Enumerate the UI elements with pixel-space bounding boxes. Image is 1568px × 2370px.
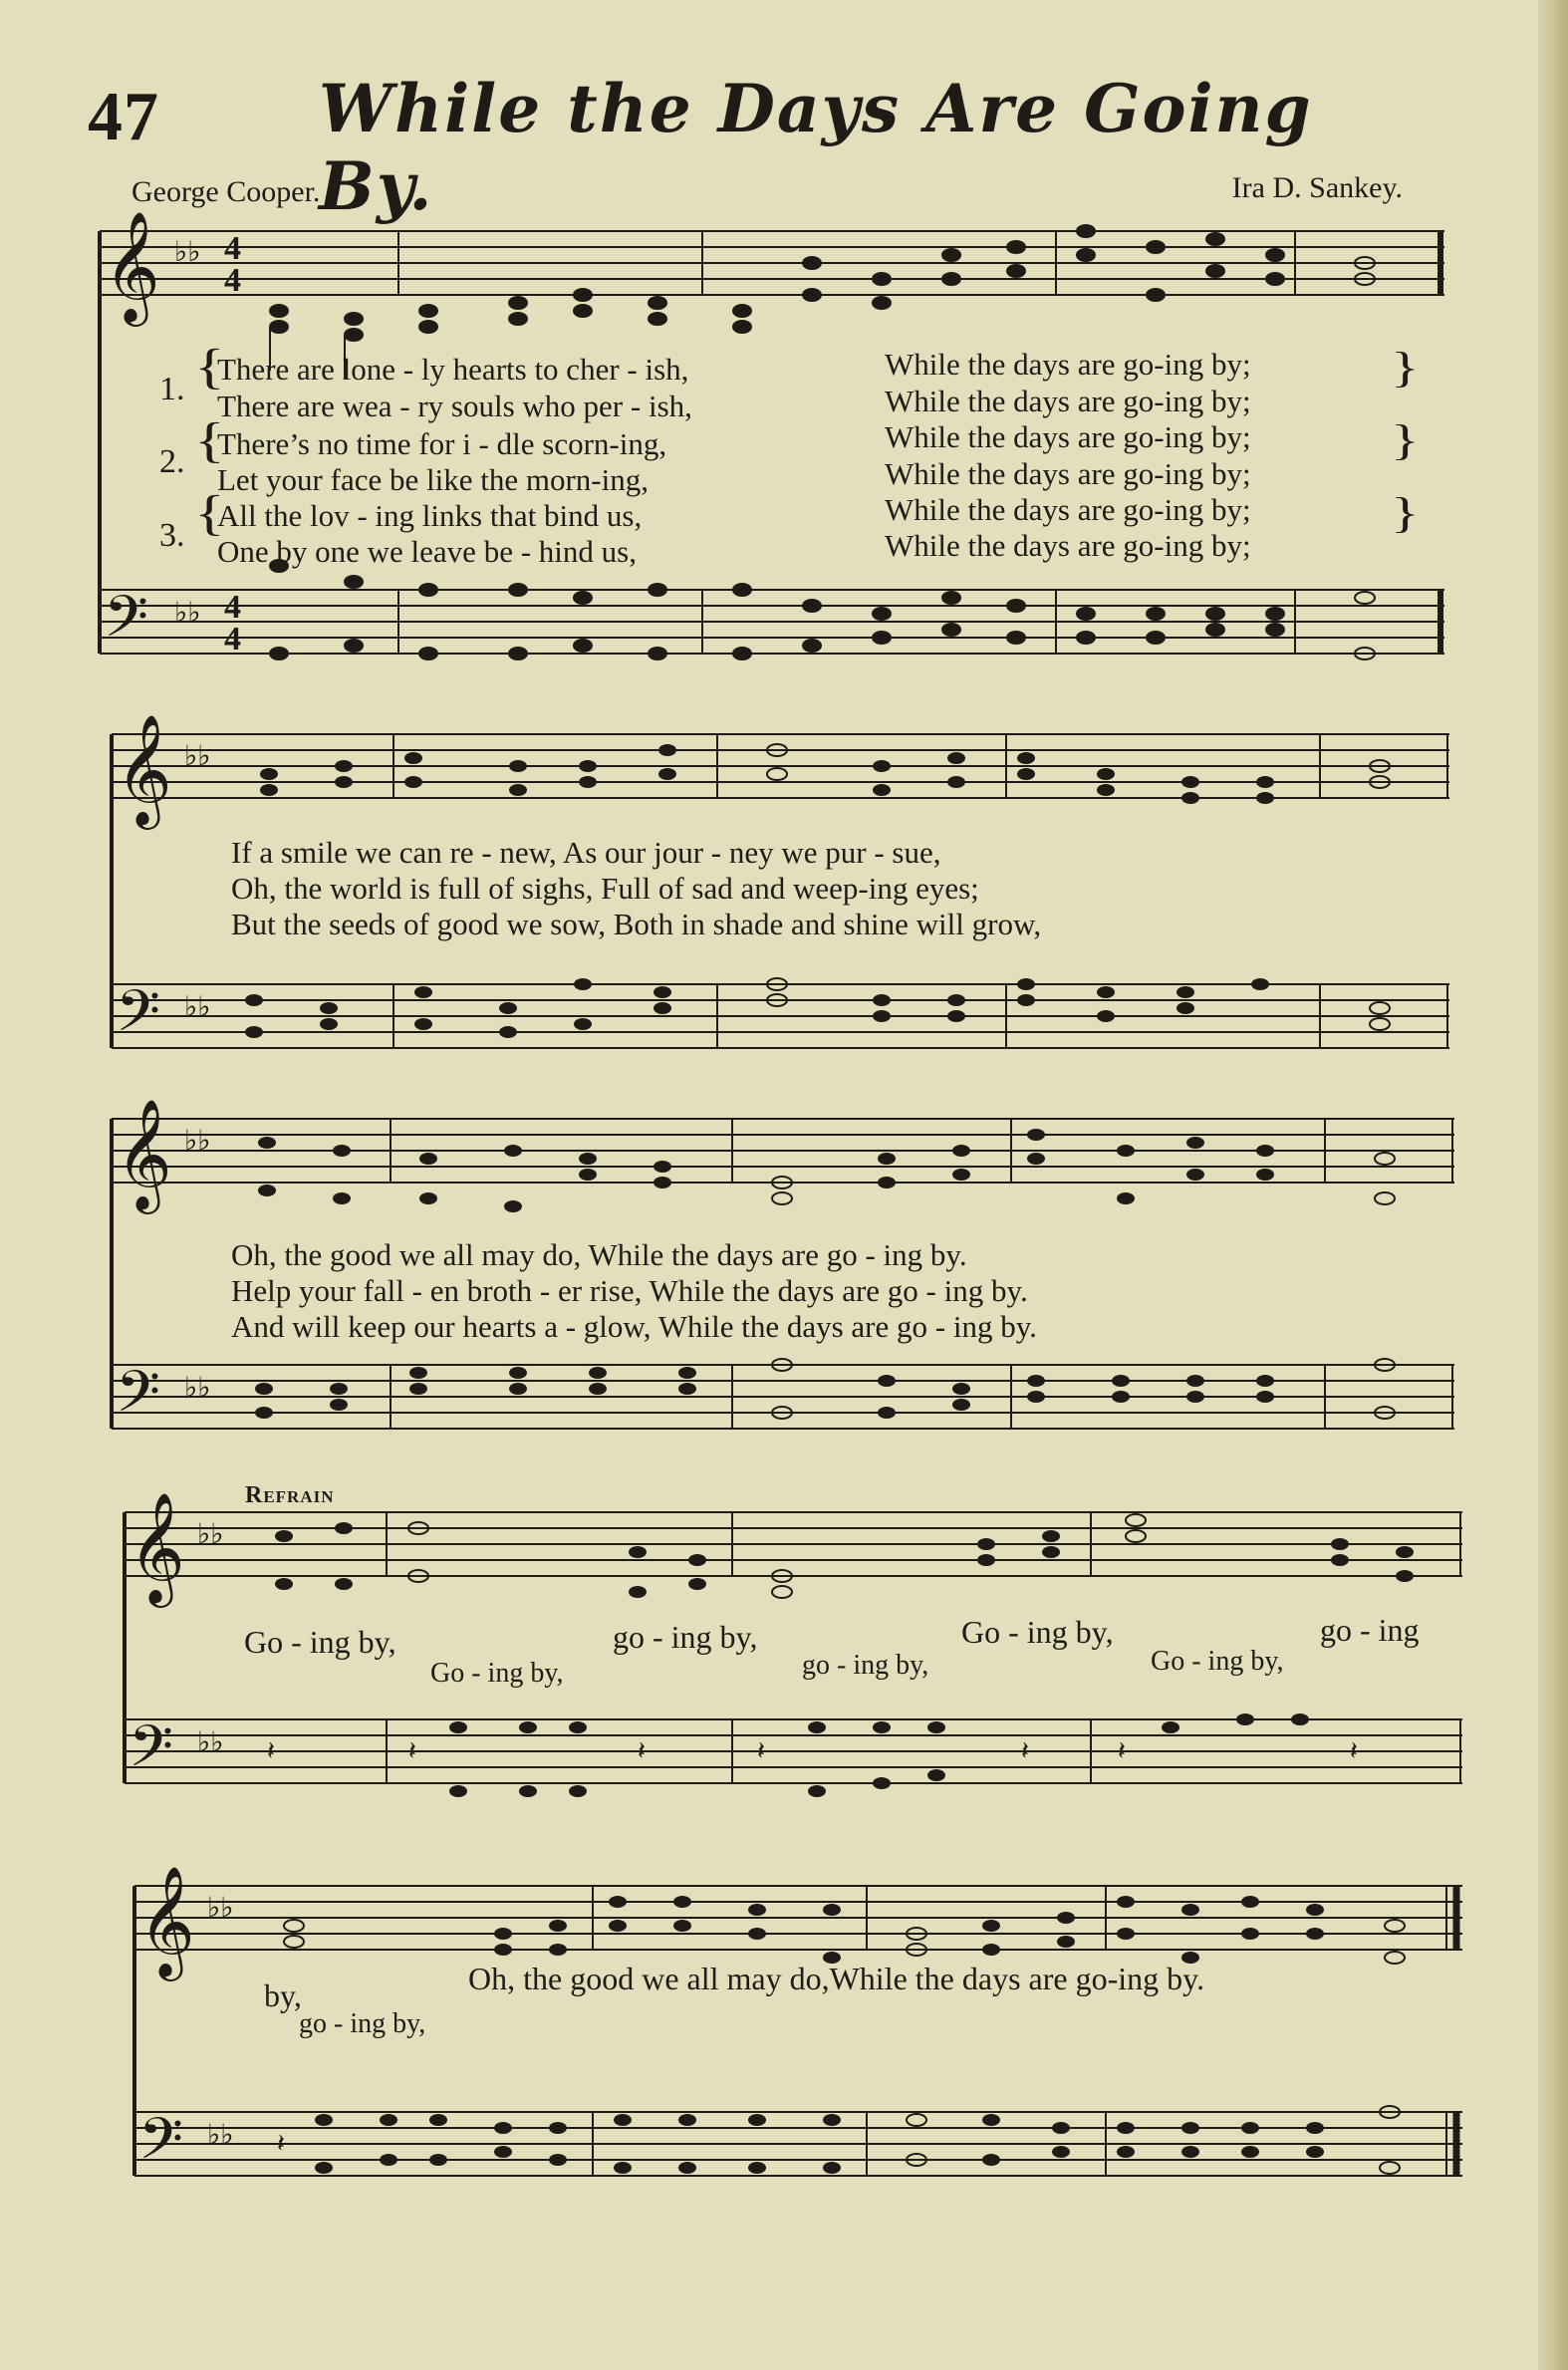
composer: Ira D. Sankey. <box>1231 171 1403 204</box>
final-upper-by: by, <box>264 1977 302 2013</box>
verse-1-line-1: There are lone - ly hearts to cher - ish, <box>217 352 689 387</box>
svg-text:𝄞: 𝄞 <box>116 1098 172 1209</box>
svg-text:𝄢: 𝄢 <box>138 2105 184 2187</box>
svg-text:♭♭: ♭♭ <box>184 1371 211 1404</box>
verse-3-line-2: One by one we leave be - hind us, <box>217 534 637 569</box>
verse-number-1: 1. <box>159 371 185 407</box>
verse-number-3: 3. <box>159 517 185 554</box>
brace-right-3: } <box>1391 488 1420 537</box>
verse-number-2: 2. <box>159 443 185 480</box>
svg-text:♭♭: ♭♭ <box>184 739 211 772</box>
refrain-upper-2: go - ing by, <box>613 1619 758 1655</box>
svg-text:𝄢: 𝄢 <box>129 1712 174 1794</box>
refrain-upper-1: Go - ing by, <box>244 1624 396 1660</box>
svg-text:𝄽: 𝄽 <box>408 1736 416 1766</box>
svg-text:𝄢: 𝄢 <box>116 1358 161 1440</box>
svg-text:♭♭: ♭♭ <box>197 1517 224 1550</box>
line-end-6: While the days are go-ing by; <box>885 528 1251 563</box>
svg-text:4: 4 <box>224 230 241 267</box>
svg-text:𝄢: 𝄢 <box>116 977 161 1059</box>
block-2-line-3: But the seeds of good we sow, Both in shade and shine will grow, <box>231 907 1042 941</box>
verse-3-line-1: All the lov - ing links that bind us, <box>217 498 643 533</box>
line-end-5: While the days are go-ing by; <box>885 492 1251 527</box>
line-end-2: While the days are go-ing by; <box>885 384 1251 418</box>
svg-text:♭♭: ♭♭ <box>207 1891 234 1924</box>
svg-text:𝄽: 𝄽 <box>1118 1736 1126 1766</box>
refrain-lower-2: go - ing by, <box>802 1650 929 1681</box>
svg-text:𝄞: 𝄞 <box>116 713 172 825</box>
svg-text:♭♭: ♭♭ <box>184 990 211 1023</box>
verse-2-line-1: There’s no time for i - dle scorn-ing, <box>217 426 667 461</box>
brace-right-2: } <box>1391 415 1420 464</box>
svg-text:𝄞: 𝄞 <box>104 210 160 322</box>
refrain-lower-3: Go - ing by, <box>1151 1646 1284 1677</box>
verse-1-line-2: There are wea - ry souls who per - ish, <box>217 389 692 423</box>
refrain-lower-1: Go - ing by, <box>430 1658 564 1689</box>
block-2-line-1: If a smile we can re - new, As our jour - ney we pur - sue, <box>231 835 941 870</box>
line-end-4: While the days are go-ing by; <box>885 456 1251 491</box>
block-3-line-2: Help your fall - en broth - er rise, While the days are go - ing by. <box>231 1273 1028 1308</box>
svg-text:♭♭: ♭♭ <box>197 1725 224 1758</box>
svg-text:♭♭: ♭♭ <box>174 596 201 629</box>
line-end-3: While the days are go-ing by; <box>885 419 1251 454</box>
hymn-title: While the Days Are Going By. <box>319 70 1313 225</box>
refrain-upper-4: go - ing <box>1320 1612 1420 1648</box>
hymn-number: 47 <box>88 79 159 155</box>
svg-text:𝄽: 𝄽 <box>267 1736 275 1766</box>
refrain-upper-3: Go - ing by, <box>961 1614 1114 1650</box>
svg-text:𝄽: 𝄽 <box>638 1736 646 1766</box>
block-3-line-1: Oh, the good we all may do, While the days are go - ing by. <box>231 1237 967 1272</box>
svg-text:♭♭: ♭♭ <box>184 1124 211 1157</box>
svg-text:♭♭: ♭♭ <box>207 2118 234 2151</box>
block-3-line-3: And will keep our hearts a - glow, While the days are go - ing by. <box>231 1309 1037 1344</box>
svg-text:𝄢: 𝄢 <box>104 583 149 664</box>
brace-verse-3: { <box>194 484 225 541</box>
final-main-line: Oh, the good we all may do,While the days are go-ing by. <box>468 1961 1205 1996</box>
svg-text:4: 4 <box>224 589 241 626</box>
svg-text:♭♭: ♭♭ <box>174 235 201 268</box>
svg-text:𝄞: 𝄞 <box>129 1491 185 1603</box>
brace-verse-1: { <box>194 338 225 395</box>
verse-2-line-2: Let your face be like the morn-ing, <box>217 462 649 497</box>
svg-text:𝄽: 𝄽 <box>1350 1736 1358 1766</box>
svg-text:𝄽: 𝄽 <box>277 2129 285 2159</box>
svg-text:4: 4 <box>224 621 241 658</box>
svg-text:4: 4 <box>224 262 241 299</box>
author: George Cooper. <box>131 175 321 208</box>
brace-right-1: } <box>1391 343 1420 392</box>
svg-text:𝄽: 𝄽 <box>757 1736 765 1766</box>
svg-text:𝄽: 𝄽 <box>1021 1736 1029 1766</box>
refrain-label: Refrain <box>245 1482 335 1508</box>
svg-text:𝄞: 𝄞 <box>138 1865 195 1976</box>
line-end-1: While the days are go-ing by; <box>885 347 1251 382</box>
brace-verse-2: { <box>194 411 225 468</box>
final-lower-going-by: go - ing by, <box>299 2008 426 2039</box>
block-2-line-2: Oh, the world is full of sighs, Full of sad and weep-ing eyes; <box>231 871 979 906</box>
